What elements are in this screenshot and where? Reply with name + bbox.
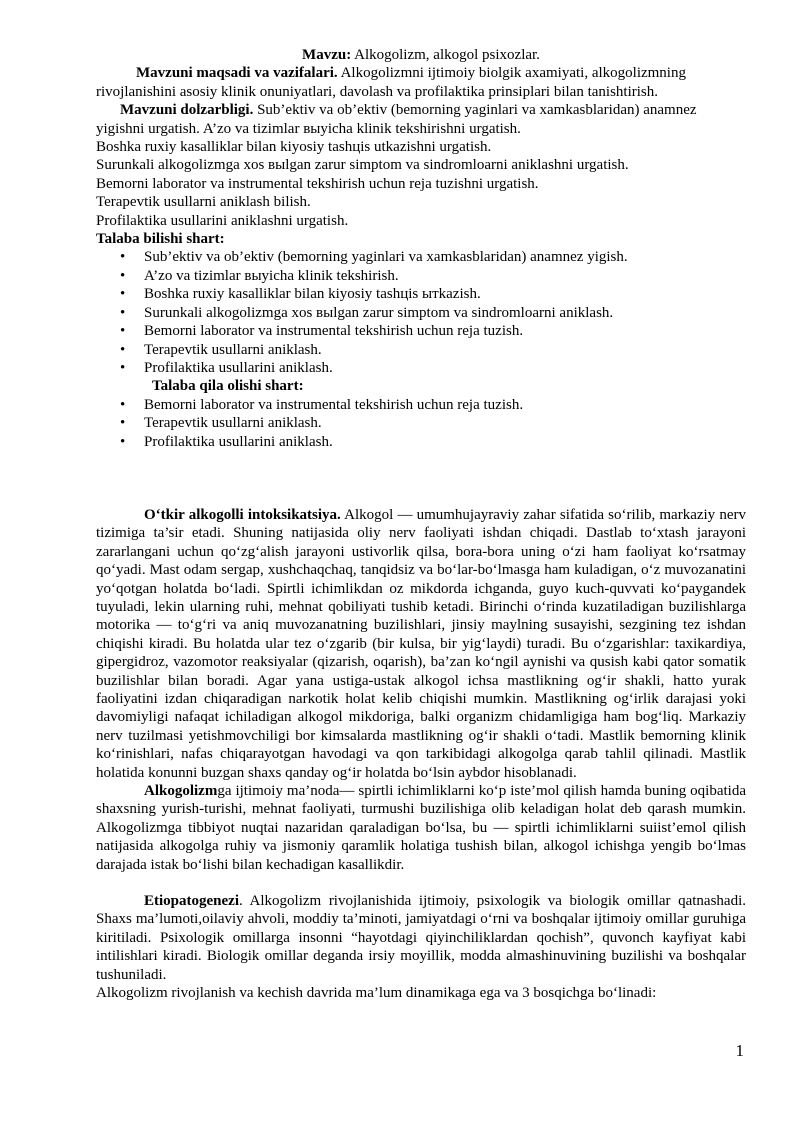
alcoholism-text: ga ijtimoiy ma’noda— spirtli ichimliklarni ko‘p iste’mol qilish hamda buning oqibatida shaxsning yurish-turishi, mehnat faoliyati, turmushi buzilishiga olib keladigan holat deb qarash mumkin. Alkogolizmga tibbiyot nuqtai nazaridan qaraladigan bo‘lsa, bu — spirtli ichimliklarni suiist’emol qilish natijasida alkogolga ruhiy va jismoniy qaramlik holatiga tushish bilan, alkogol ichishga yengib bo‘lmas darajada istak bo‘lishi bilan kechadigan kasallikdir. (96, 783, 746, 873)
list-item: • A’zo va tizimlar выyicha klinik tekshirish. (120, 267, 746, 285)
document-page (96, 46, 746, 1003)
goals-label: Mavzuni maqsadi va vazifalari. (136, 65, 338, 82)
list-item: • Sub’ektiv va ob’ektiv (bemorning yaginlari va xamkasblaridan) anamnez yigish. (120, 248, 746, 266)
etiology-label: Etiopatogenezi (144, 893, 239, 910)
list-item: • Profilaktika usullarini aniklash. (120, 359, 746, 377)
list-item: • Boshka ruxiy kasalliklar bilan kiyosiy tashцis ытkazish. (120, 285, 746, 303)
plain-line: Boshka ruxiy kasalliklar bilan kiyosiy tashцis utkazishni urgatish. (96, 139, 492, 156)
alcoholism-paragraph (96, 782, 746, 874)
knowledge-heading: Talaba bilishi shart: (96, 231, 225, 248)
plain-line: Bemorni laborator va instrumental tekshirish uchun reja tuzishni urgatish. (96, 175, 539, 192)
title-text: Alkogolizm, alkogol psixozlar. (351, 47, 540, 63)
list-item: • Bemorni laborator va instrumental tekshirish uchun reja tuzish. (120, 322, 746, 340)
knowledge-list (96, 248, 746, 377)
skills-list (96, 396, 746, 451)
skills-heading: Talaba qila olishi shart: (152, 378, 304, 395)
etiology-paragraph (96, 892, 746, 984)
relevance-label: Mavzuni dolzarbligi. (120, 102, 254, 119)
intoxication-text: Alkogol — umumhujayraviy zahar sifatida so‘rilib, markaziy nerv tizimiga ta’sir etadi. Shuning natijasida oliy nerv faoliyati ishdan chiqadi. Dastlab to‘xtash jarayoni zararlangani uchun qo‘zg‘alish jarayoni ustivorlik qilsa, bora-bora uning o‘zi ham faoliyat ko‘rsatmay qo‘yadi. Mast odam sergap, xushchaqchaq, tanqidsiz va bo‘lar-bo‘lmasga ham kuladigan, o‘z muvozanatini yo‘qotgan holatda bo‘ladi. Spirtli ichimlikdan oz mikdorda ichganda, guyo kuch-quvvati ko‘paygandek tuyuladi, lekin ularning ruhi, mehnat qobiliyati tushib ketadi. Birinchi o‘rinda kuzatiladigan buzilishlarga motorika — to‘g‘ri va aniq muvozanatning buzilishlari, jinsiy maylning susayishi, sezgining tez ishdan chiqishi kiradi. Bu holatda ular tez o‘zgarib (bir kulsa, bir yig‘laydi) turadi. Bu o‘zgarishlar: taxikardiya, gipergidroz, vazomotor reaksiyalar (qizarish, oqarish), ba’zan ko‘ngil aynishi va qusish kabi qator somatik buzilishlar bilan boradi. Agar yana ustiga-ustak alkogol ichsa mastlikning og‘ir shakli, hatto yurak faoliyatini izdan chiqaradigan narkotik holat kelib chiqishi mumkin. Mastlikning og‘irlik darajasi yoki davomiyligi nafaqat ichiladigan alkogol mikdoriga, balki organizm chidamligiga ham bog‘liq. Markaziy nerv tuzilmasi yetishmovchiligi bor kimsalarda mastlikning og‘ir shakli o‘tadi. Mastlik bemorning klinik ko‘rinishlari, nafas chiqarayotgan havodagi va qon tarkibidagi alkogolga qarab tahlil qilinadi. Mastlik holatida konunni buzgan shaxs qanday og‘ir holatda bo‘lsin aybdor hisoblanadi. (96, 506, 746, 781)
relevance-text: Sub’ektiv va ob’ektiv (bemorning yaginlari va xamkasblaridan) anamnez yigishni urgatish. A’zo va tizimlar выyicha klinik tekshirishni urgatish. (96, 102, 697, 137)
plain-line: Profilaktika usullarini aniklashni urgatish. (96, 212, 349, 229)
etiology-text: . Alkogolizm rivojlanishida ijtimoiy, psixologik va biologik omillar qatnashadi. Shaxs ma’lumoti,oilaviy ahvoli, moddiy ta’minoti, jamiyatdagi o‘rni va boshqalar ijtimoiy omillar guruhiga kiritiladi. Psixologik omillarga insonni “hayotdagi qiyinchiliklardan qochish”, quvonch kayfiyat kabi intilishlari kiradi. Biologik omillar deganda irsiy moyillik, modda almashinuvining buzilishi va boshqalar tushuniladi. (96, 893, 746, 983)
plain-line: Terapevtik usullarni aniklash bilish. (96, 194, 311, 211)
list-item: • Profilaktika usullarini aniklash. (120, 433, 746, 451)
plain-line: Surunkali alkogolizmga xos выlgan zarur simptom va sindromloarni aniklashni urgatish. (96, 157, 629, 174)
list-item: • Surunkali alkogolizmga xos выlgan zarur simptom va sindromloarni aniklash. (120, 304, 746, 322)
goals-text: Alkogolizmni ijtimoiy biolgik axamiyati, alkogolizmning rivojlanishini asosiy klinik onuniyatlari, davolash va profilaktika prinsiplari bilan tanishtirish. (96, 65, 686, 100)
page-number: 1 (735, 1041, 744, 1060)
list-item: • Terapevtik usullarni aniklash. (120, 414, 746, 432)
list-item: • Terapevtik usullarni aniklash. (120, 341, 746, 359)
goals-paragraph (96, 64, 746, 101)
stages-line: Alkogolizm rivojlanish va kechish davrida ma’lum dinamikaga ega va 3 bosqichga bo‘linadi: (96, 985, 657, 1002)
alcoholism-label: Alkogolizm (144, 783, 218, 800)
spacer (96, 874, 746, 892)
relevance-paragraph (96, 101, 746, 138)
title-label: Mavzu: (302, 47, 352, 63)
intoxication-paragraph (96, 506, 746, 782)
list-item: • Bemorni laborator va instrumental tekshirish uchun reja tuzish. (120, 396, 746, 414)
document-title (96, 46, 746, 64)
spacer (96, 451, 746, 506)
intoxication-label: O‘tkir alkogolli intoksikatsiya. (144, 506, 341, 523)
